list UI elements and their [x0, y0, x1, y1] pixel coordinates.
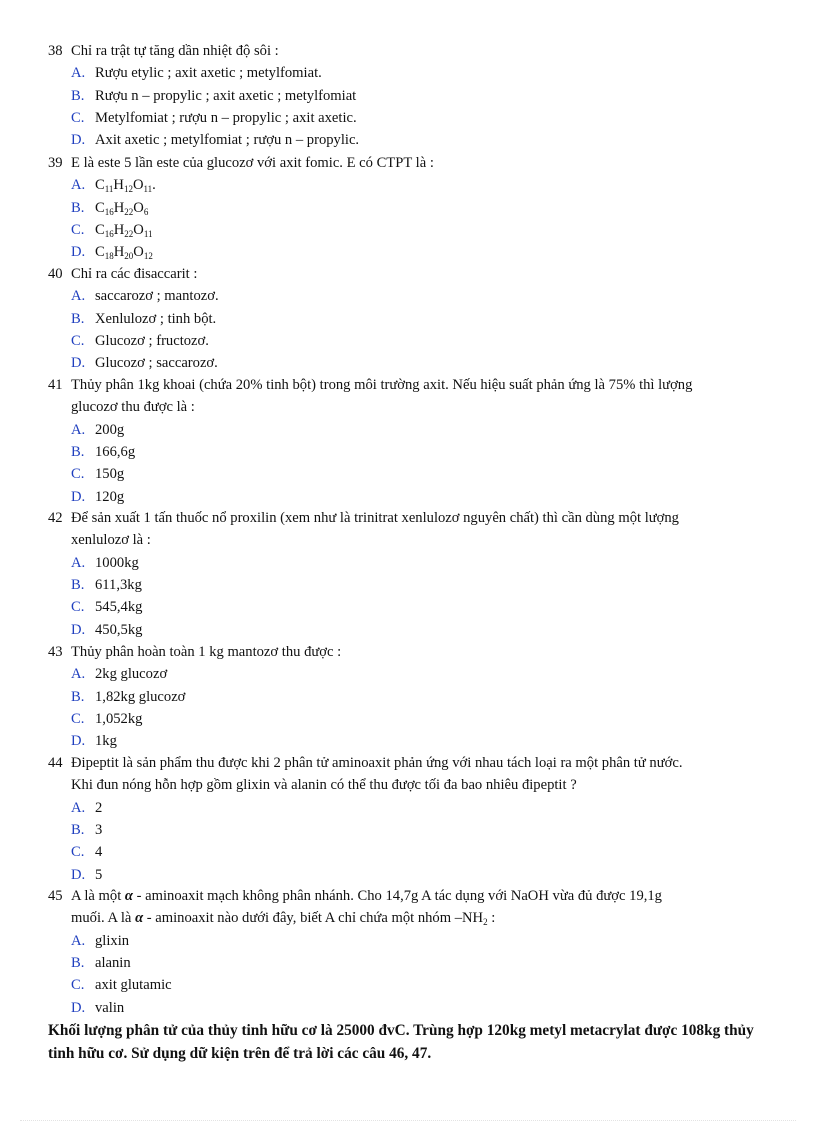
formula-part: O	[133, 244, 144, 261]
question-text	[71, 885, 768, 907]
option-a	[48, 930, 768, 952]
option-label: D.	[71, 355, 86, 372]
option-label: D.	[71, 733, 86, 750]
option-label: A.	[71, 421, 86, 438]
question-text-continued: Khi đun nóng hỗn hợp gồm glixin và alanin có thể thu được tối đa bao nhiêu đipeptit ?	[71, 777, 577, 794]
option-label: A.	[71, 666, 86, 683]
question-39	[48, 152, 768, 264]
option-b	[48, 197, 768, 219]
option-text: Glucozơ ; fructozơ.	[95, 333, 209, 349]
option-label: B.	[71, 310, 85, 327]
question-45	[48, 885, 768, 1019]
option-a	[48, 552, 768, 574]
question-43	[48, 641, 768, 753]
option-c	[48, 841, 768, 863]
option-text: 1,052kg	[95, 711, 143, 727]
question-number: 42	[48, 510, 63, 526]
option-label: C.	[71, 711, 85, 727]
formula-part: H	[113, 222, 125, 238]
question-number: 44	[48, 755, 63, 771]
option-label: A.	[71, 288, 86, 305]
option-label: C.	[71, 333, 85, 349]
option-label: B.	[71, 822, 85, 839]
option-text: 150g	[95, 466, 125, 483]
alpha-symbol: α	[124, 888, 133, 904]
option-text: 4	[95, 844, 103, 861]
option-b	[48, 574, 768, 596]
option-text: 1000kg	[95, 554, 139, 571]
option-text: glixin	[95, 932, 130, 949]
option-d	[48, 352, 768, 374]
option-c	[48, 974, 768, 996]
formula-part: O	[133, 199, 144, 216]
option-d	[48, 129, 768, 151]
subscript: 20	[124, 251, 134, 262]
subscript: 6	[143, 206, 149, 217]
option-a	[48, 174, 768, 196]
option-text: 120g	[95, 488, 125, 505]
formula-text	[95, 219, 768, 241]
option-d	[48, 997, 768, 1019]
question-text-continued: glucozơ thu được là :	[71, 399, 195, 416]
formula-part: C	[95, 199, 105, 216]
question-number: 38	[48, 43, 63, 59]
option-text: 166,6g	[95, 444, 136, 461]
subscript: 22	[124, 206, 134, 217]
question-44	[48, 752, 768, 886]
formula-part: C	[95, 244, 105, 261]
option-c	[48, 107, 768, 129]
option-text: axit glutamic	[95, 977, 172, 994]
option-label: A.	[71, 65, 86, 82]
option-label: B.	[71, 955, 85, 972]
context-note: Khối lượng phân tử của thủy tinh hữu cơ là 25000 đvC. Trùng hợp 120kg metyl metacrylat được 108kg thủy tinh hữu cơ. Sử dụng dữ kiện trên để trả lời các câu 46, 47.	[48, 1022, 754, 1062]
subscript: 22	[124, 229, 134, 239]
option-label: C.	[71, 977, 85, 994]
formula-part: H	[113, 199, 125, 216]
option-text: Glucozơ ; saccarozơ.	[95, 355, 218, 372]
option-label: D.	[71, 999, 86, 1016]
option-text: Rượu n – propylic ; axit axetic ; metylfomiat	[95, 87, 357, 104]
formula-part: O	[133, 222, 144, 238]
option-b	[48, 686, 768, 708]
option-c	[48, 708, 768, 730]
question-text: Chỉ ra trật tự tăng dần nhiệt độ sôi :	[71, 43, 279, 59]
option-label: C.	[71, 599, 85, 616]
option-label: C.	[71, 466, 85, 483]
option-a	[48, 62, 768, 84]
option-label: C.	[71, 222, 85, 238]
question-number: 41	[48, 377, 63, 393]
formula-part: H	[113, 177, 124, 194]
subscript: 11	[143, 229, 153, 239]
question-text: Thủy phân hoàn toàn 1 kg mantozơ thu được :	[71, 644, 342, 660]
question-text: Đipeptit là sản phẩm thu được khi 2 phân tử aminoaxit phản ứng với nhau tách loại ra một phân tử nước.	[71, 755, 683, 771]
option-text: alanin	[95, 955, 131, 972]
subscript: 11	[143, 184, 153, 195]
option-b	[48, 819, 768, 841]
option-text: 1kg	[95, 733, 117, 750]
option-text: 611,3kg	[95, 577, 142, 594]
option-label: D.	[71, 488, 86, 505]
option-a	[48, 285, 768, 307]
formula-part: .	[152, 177, 156, 194]
formula-text	[95, 241, 768, 263]
formula-part: C	[95, 177, 105, 194]
option-text: 3	[95, 822, 103, 839]
option-d	[48, 619, 768, 641]
option-text: 200g	[95, 421, 125, 438]
option-text: 2	[95, 799, 103, 816]
subscript: 16	[104, 206, 114, 217]
question-38	[48, 40, 768, 152]
question-text-continued	[48, 907, 768, 929]
subscript: 16	[104, 229, 114, 239]
option-a	[48, 419, 768, 441]
option-text: Metylfomiat ; rượu n – propylic ; axit axetic.	[95, 110, 357, 126]
subscript: 18	[104, 251, 114, 262]
option-label: B.	[71, 199, 85, 216]
option-b	[48, 441, 768, 463]
option-d	[48, 241, 768, 263]
option-label: C.	[71, 844, 85, 861]
question-40	[48, 263, 768, 375]
formula-part: O	[132, 177, 144, 194]
formula-part: C	[95, 222, 105, 238]
question-42	[48, 507, 768, 641]
question-number: 45	[48, 888, 63, 904]
text-fragment: A là một	[71, 888, 125, 904]
option-label: B.	[71, 444, 85, 461]
option-text: 5	[95, 866, 103, 883]
text-fragment: muối. A là	[71, 910, 136, 927]
question-text: Để sản xuất 1 tấn thuốc nổ proxilin (xem như là trinitrat xenlulozơ nguyên chất) thì cần dùng một lượng	[71, 510, 679, 526]
option-b	[48, 308, 768, 330]
question-text: Chỉ ra các đisaccarit :	[71, 266, 198, 282]
option-label: D.	[71, 244, 86, 261]
text-fragment: - aminoaxit mạch không phân nhánh. Cho 14,7g A tác dụng với NaOH vừa đủ được 19,1g	[133, 888, 662, 904]
option-d	[48, 730, 768, 752]
option-text: 545,4kg	[95, 599, 143, 616]
option-label: C.	[71, 110, 85, 126]
option-text: 2kg glucozơ	[95, 666, 168, 683]
option-c	[48, 596, 768, 618]
option-text: Axit axetic ; metylfomiat ; rượu n – propylic.	[95, 132, 360, 149]
option-label: B.	[71, 87, 85, 104]
text-fragment: - aminoaxit nào dưới đây, biết A chỉ chứa một nhóm –NH	[143, 910, 484, 927]
option-label: A.	[71, 932, 86, 949]
option-c	[48, 463, 768, 485]
option-text: 450,5kg	[95, 621, 143, 638]
option-label: B.	[71, 688, 85, 705]
option-d	[48, 486, 768, 508]
option-label: A.	[71, 177, 86, 194]
question-41	[48, 374, 768, 508]
option-label: D.	[71, 866, 86, 883]
question-text: Thủy phân 1kg khoai (chứa 20% tinh bột) trong môi trường axit. Nếu hiệu suất phản ứng là 75% thì lượng	[71, 377, 693, 393]
option-d	[48, 864, 768, 886]
option-text: Xenlulozơ ; tinh bột.	[95, 310, 217, 327]
option-label: D.	[71, 621, 86, 638]
question-text: E là este 5 lần este của glucozơ với axit fomic. E có CTPT là :	[71, 155, 434, 171]
option-label: D.	[71, 132, 86, 149]
option-label: A.	[71, 799, 86, 816]
page-divider	[20, 1120, 796, 1121]
option-text: valin	[95, 999, 125, 1016]
option-text: Rượu etylic ; axit axetic ; metylfomiat.	[95, 65, 322, 82]
question-number: 43	[48, 644, 63, 660]
formula-text	[95, 197, 768, 219]
option-a	[48, 797, 768, 819]
subscript: 2	[483, 917, 488, 928]
formula-text	[95, 174, 768, 196]
option-text: 1,82kg glucozơ	[95, 688, 186, 705]
option-label: A.	[71, 554, 86, 571]
question-text-continued: xenlulozơ là :	[71, 532, 151, 549]
option-label: B.	[71, 577, 85, 594]
option-c	[48, 219, 768, 241]
option-text: saccarozơ ; mantozơ.	[95, 288, 219, 305]
question-number: 39	[48, 155, 63, 171]
formula-part: H	[113, 244, 125, 261]
subscript: 12	[123, 184, 133, 195]
question-number: 40	[48, 266, 63, 282]
option-a	[48, 663, 768, 685]
text-fragment: :	[487, 910, 496, 927]
alpha-symbol: α	[135, 910, 144, 927]
subscript: 12	[143, 251, 153, 262]
option-b	[48, 85, 768, 107]
option-c	[48, 330, 768, 352]
subscript: 11	[104, 184, 114, 195]
option-b	[48, 952, 768, 974]
